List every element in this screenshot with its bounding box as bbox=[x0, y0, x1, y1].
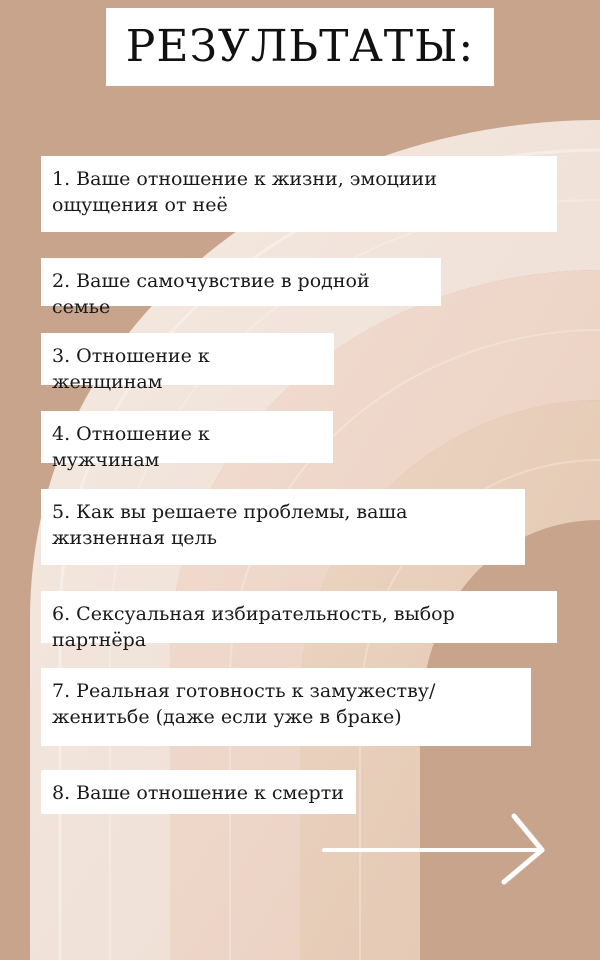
result-item-6: 6. Сексуальная избирательность, выбор партнёра bbox=[41, 591, 557, 643]
result-item-7: 7. Реальная готовность к замужеству/женитьбе (даже если уже в браке) bbox=[41, 668, 531, 746]
result-item-3: 3. Отношение к женщинам bbox=[41, 333, 334, 385]
title-box bbox=[106, 8, 494, 86]
result-item-2: 2. Ваше самочувствие в родной семье bbox=[41, 258, 441, 306]
page-title: РЕЗУЛЬТАТЫ: bbox=[125, 21, 475, 72]
result-item-8: 8. Ваше отношение к смерти bbox=[41, 770, 356, 814]
arrow-right-icon bbox=[316, 810, 556, 890]
result-item-5: 5. Как вы решаете проблемы, ваша жизненная цель bbox=[41, 489, 525, 565]
result-item-1: 1. Ваше отношение к жизни, эмоциии ощущения от неё bbox=[41, 156, 557, 232]
result-item-4: 4. Отношение к мужчинам bbox=[41, 411, 333, 463]
